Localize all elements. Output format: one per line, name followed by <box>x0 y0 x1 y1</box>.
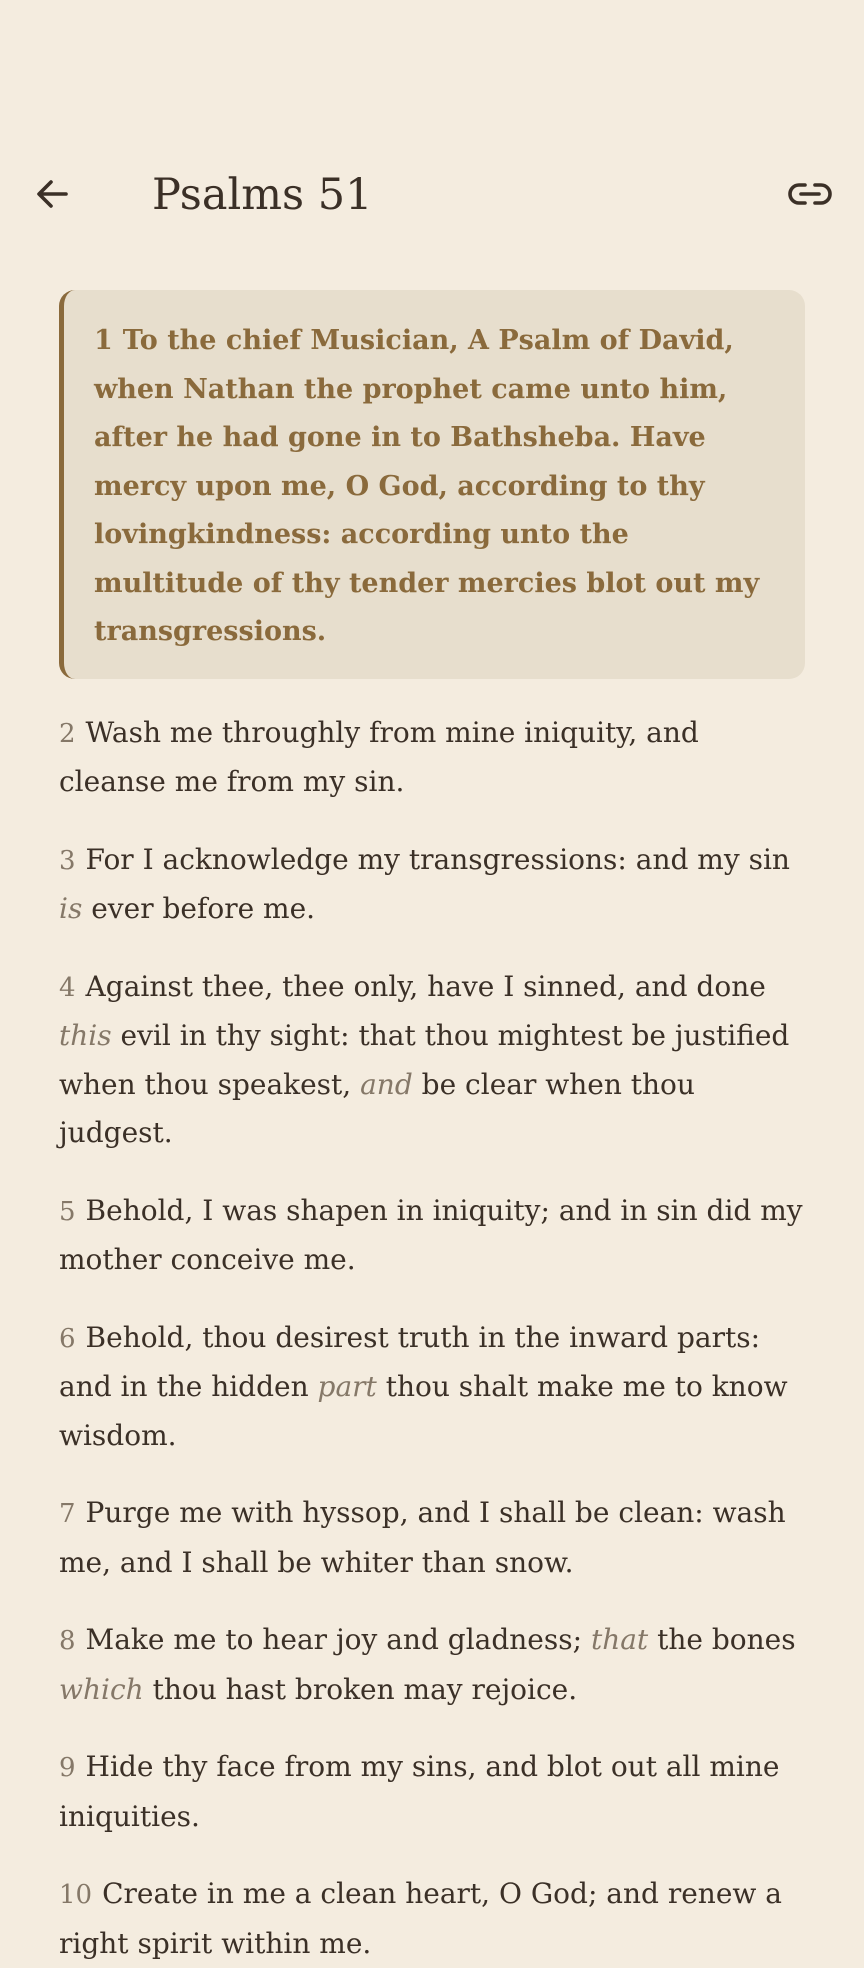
verse[interactable] <box>59 1743 805 1841</box>
verse-number: 5 <box>59 1196 76 1227</box>
verse-italic-text: and <box>360 1067 413 1101</box>
back-button[interactable] <box>32 174 86 218</box>
arrow-left-icon <box>32 174 72 218</box>
verse[interactable] <box>59 836 805 934</box>
verse-text: Behold, thou desirest truth in the inward parts: and in the hidden <box>59 1320 761 1403</box>
verse-text: Against thee, thee only, have I sinned, and done <box>85 969 766 1003</box>
app-header <box>0 160 864 232</box>
verse[interactable] <box>59 1870 805 1968</box>
verse-italic-text: which <box>59 1672 144 1706</box>
verse-number: 2 <box>59 718 76 749</box>
verse[interactable] <box>59 1187 805 1285</box>
verse-number: 3 <box>59 845 76 876</box>
verse[interactable] <box>59 963 805 1158</box>
verse-italic-text: is <box>59 892 83 925</box>
verse-text: the bones <box>648 1623 796 1656</box>
verse[interactable] <box>59 709 805 807</box>
verse-number: 6 <box>59 1323 76 1354</box>
verse[interactable] <box>59 1489 805 1587</box>
verse[interactable] <box>59 1314 805 1461</box>
link-icon <box>787 181 833 211</box>
verse-text: Wash me throughly from mine iniquity, and cleanse me from my sin. <box>59 715 699 798</box>
verse-list <box>59 290 805 1960</box>
verse[interactable] <box>59 1616 805 1714</box>
verse-number: 9 <box>59 1753 76 1783</box>
verse-number: 8 <box>59 1626 76 1656</box>
verse-text: Create in me a clean heart, O God; and renew a right spirit within me. <box>59 1877 782 1960</box>
verse-text: be clear when thou judgest. <box>59 1067 695 1149</box>
verse-text: Behold, I was shapen in iniquity; and in sin did my mother conceive me. <box>59 1193 803 1276</box>
verse-highlighted[interactable] <box>59 290 805 679</box>
verse-text: evil in thy sight: that thou mightest be justified when thou speakest, <box>59 1019 790 1101</box>
verse-italic-text: this <box>59 1019 112 1052</box>
page-title: Psalms 51 <box>152 170 373 220</box>
verse-text: Purge me with hyssop, and I shall be clean: wash me, and I shall be whiter than snow. <box>59 1496 786 1579</box>
verse-text: Make me to hear joy and gladness; <box>85 1623 591 1656</box>
verse-text: thou hast broken may rejoice. <box>143 1672 578 1706</box>
verse-italic-text: part <box>317 1370 377 1403</box>
verse-italic-text: that <box>590 1623 649 1656</box>
verse-text: To the chief Musician, A Psalm of David, when Nathan the prophet came unto him, after he had gone in to Bathsheba. Have mercy upon me, O God, according to thy lovingkindness: according unto the multitude of thy tender mercies blot out my transgressions. <box>94 325 760 647</box>
copy-link-button[interactable] <box>782 172 838 220</box>
verse-text: For I acknowledge my transgressions: and my sin <box>85 842 790 876</box>
verse-number: 1 <box>94 325 113 356</box>
verse-number: 10 <box>59 1880 93 1910</box>
verse-number: 4 <box>59 972 76 1003</box>
verse-text: thou shalt make me to know wisdom. <box>59 1370 788 1452</box>
verse-text: Hide thy face from my sins, and blot out all mine iniquities. <box>59 1750 780 1833</box>
verse-text: ever before me. <box>82 892 316 925</box>
verse-number: 7 <box>59 1499 76 1529</box>
